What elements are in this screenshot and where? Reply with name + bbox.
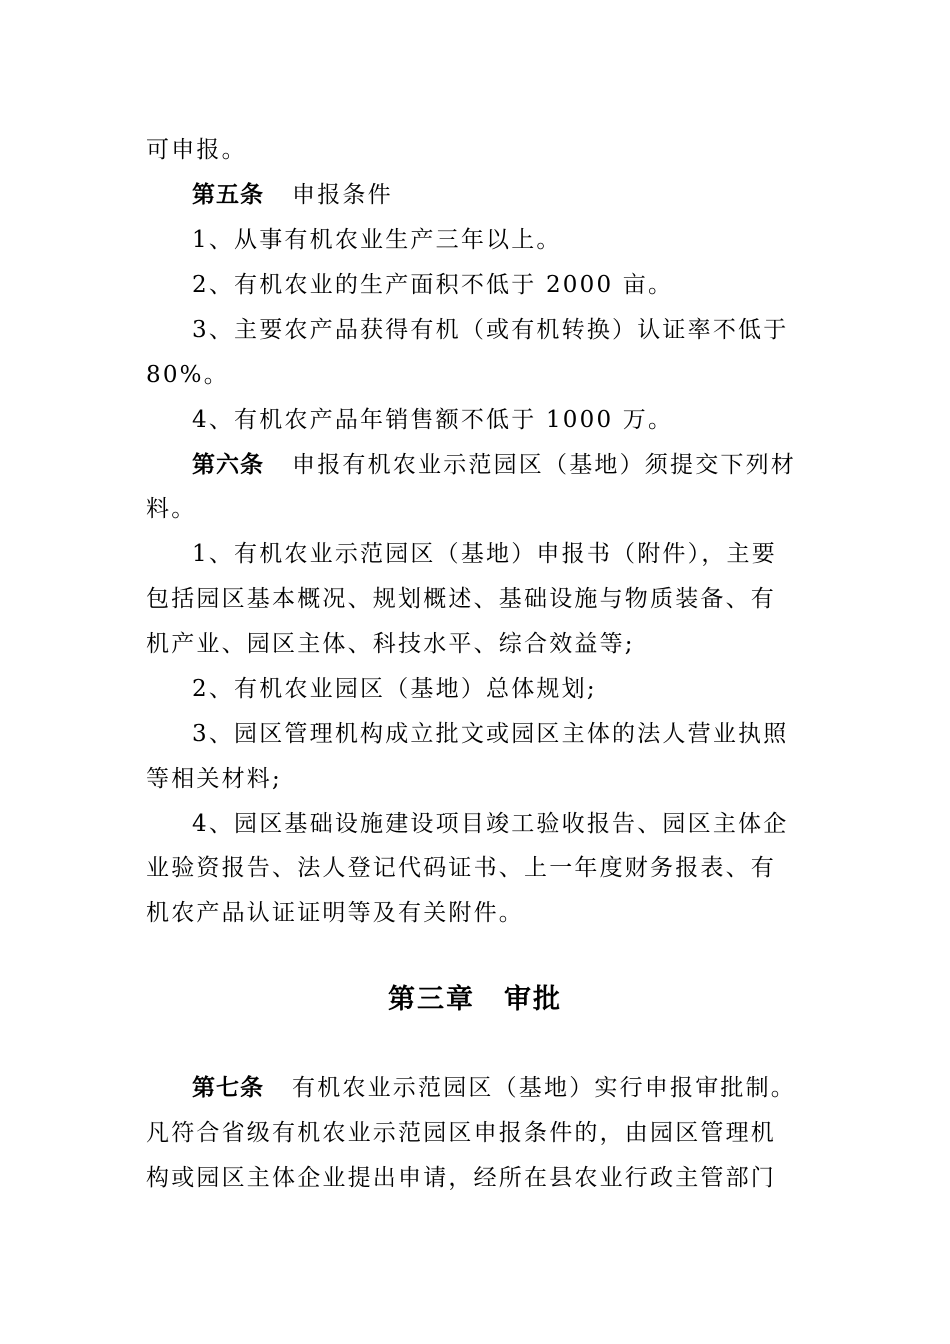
text-line: 3、园区管理机构成立批文或园区主体的法人营业执照: [192, 721, 789, 747]
chapter-heading: 第三章 审批: [388, 984, 562, 1015]
article-text: 申报有机农业示范园区（基地）须提交下列材: [292, 452, 796, 478]
text-line: 4、园区基础设施建设项目竣工验收报告、园区主体企: [192, 811, 789, 837]
text-line: 2、有机农业园区（基地）总体规划;: [192, 676, 597, 702]
text-line: 机产业、园区主体、科技水平、综合效益等;: [146, 631, 635, 657]
text-line: 80%。: [146, 362, 229, 388]
text-line: 机农产品认证证明等及有关附件。: [146, 900, 524, 926]
text-line: 料。: [146, 496, 197, 522]
article-6: [192, 450, 806, 480]
text-line: 凡符合省级有机农业示范园区申报条件的，由园区管理机: [146, 1120, 776, 1146]
article-5: [192, 180, 806, 210]
text-line: 2、有机农业的生产面积不低于 2000 亩。: [192, 272, 674, 298]
text-line: 4、有机农产品年销售额不低于 1000 万。: [192, 407, 674, 433]
text-line: 业验资报告、法人登记代码证书、上一年度财务报表、有: [146, 855, 776, 881]
text-line: 1、从事有机农业生产三年以上。: [192, 227, 562, 253]
text-line: 等相关材料;: [146, 766, 282, 792]
article-heading: 申报条件: [292, 182, 393, 208]
article-number: 第六条: [192, 452, 264, 478]
text-line: 1、有机农业示范园区（基地）申报书（附件），主要: [192, 541, 777, 567]
article-number: 第七条: [192, 1075, 264, 1101]
text-line: 可申报。: [146, 137, 247, 163]
article-text: 有机农业示范园区（基地）实行申报审批制。: [292, 1075, 796, 1101]
article-7: [192, 1073, 806, 1103]
article-number: 第五条: [192, 182, 264, 208]
text-line: 3、主要农产品获得有机（或有机转换）认证率不低于: [192, 317, 789, 343]
text-line: 构或园区主体企业提出申请，经所在县农业行政主管部门: [146, 1165, 776, 1191]
text-line: 包括园区基本概况、规划概述、基础设施与物质装备、有: [146, 586, 776, 612]
